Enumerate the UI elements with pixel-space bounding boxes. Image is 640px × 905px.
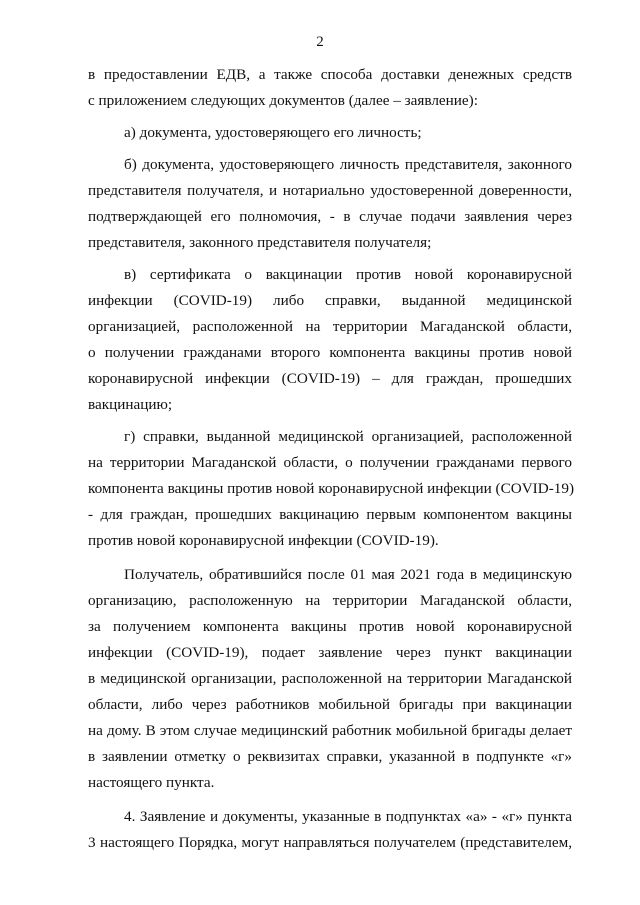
text-line: против новой коронавирусной инфекции (COVID-19).	[88, 532, 439, 549]
text-line: 4. Заявление и документы, указанные в подпунктах «а» - «г» пункта	[124, 808, 572, 825]
text-line: подтверждающей его полномочия, - в случае подачи заявления через	[88, 208, 572, 225]
text-line: в) сертификата о вакцинации против новой коронавирусной	[124, 266, 572, 283]
document-body	[88, 62, 575, 856]
text-line: Получатель, обратившийся после 01 мая 2021 года в медицинскую	[124, 566, 572, 583]
page-number: 2	[316, 34, 324, 50]
text-line: представителя получателя, и нотариально удостоверенной доверенности,	[88, 182, 572, 199]
text-line: - для граждан, прошедших вакцинацию первым компонентом вакцины	[88, 506, 572, 523]
text-line: настоящего пункта.	[88, 774, 215, 791]
text-line: в медицинской организации, расположенной на территории Магаданской	[88, 670, 572, 687]
text-line: на дому. В этом случае медицинский работник мобильной бригады делает	[88, 722, 572, 739]
text-line: представителя, законного представителя получателя;	[88, 234, 432, 251]
text-line: компонента вакцины против новой коронавирусной инфекции (COVID-19)	[88, 480, 575, 497]
text-line: на территории Магаданской области, о получении гражданами первого	[88, 454, 572, 471]
text-line: с приложением следующих документов (далее – заявление):	[88, 92, 478, 109]
text-line: в предоставлении ЕДВ, а также способа доставки денежных средств	[88, 66, 572, 83]
text-line: организацию, расположенную на территории Магаданской области,	[88, 592, 572, 609]
text-line: коронавирусной инфекции (COVID-19) – для граждан, прошедших	[88, 370, 572, 387]
text-line: 3 настоящего Порядка, могут направляться получателем (представителем,	[88, 834, 572, 851]
text-line: области, либо через работников мобильной бригады при вакцинации	[88, 696, 572, 713]
text-line: вакцинацию;	[88, 396, 173, 413]
text-line: а) документа, удостоверяющего его личность;	[124, 124, 422, 141]
text-line: инфекции (COVID-19) либо справки, выданной медицинской	[88, 292, 572, 309]
text-line: г) справки, выданной медицинской организацией, расположенной	[124, 428, 572, 445]
text-line: в заявлении отметку о реквизитах справки, указанной в подпункте «г»	[88, 748, 572, 765]
text-line: о получении гражданами второго компонента вакцины против новой	[88, 344, 572, 361]
text-line: за получением компонента вакцины против новой коронавирусной	[88, 618, 572, 635]
text-line: организацией, расположенной на территории Магаданской области,	[88, 318, 572, 335]
text-line: инфекции (COVID-19), подает заявление через пункт вакцинации	[88, 644, 572, 661]
text-line: б) документа, удостоверяющего личность представителя, законного	[124, 156, 572, 173]
